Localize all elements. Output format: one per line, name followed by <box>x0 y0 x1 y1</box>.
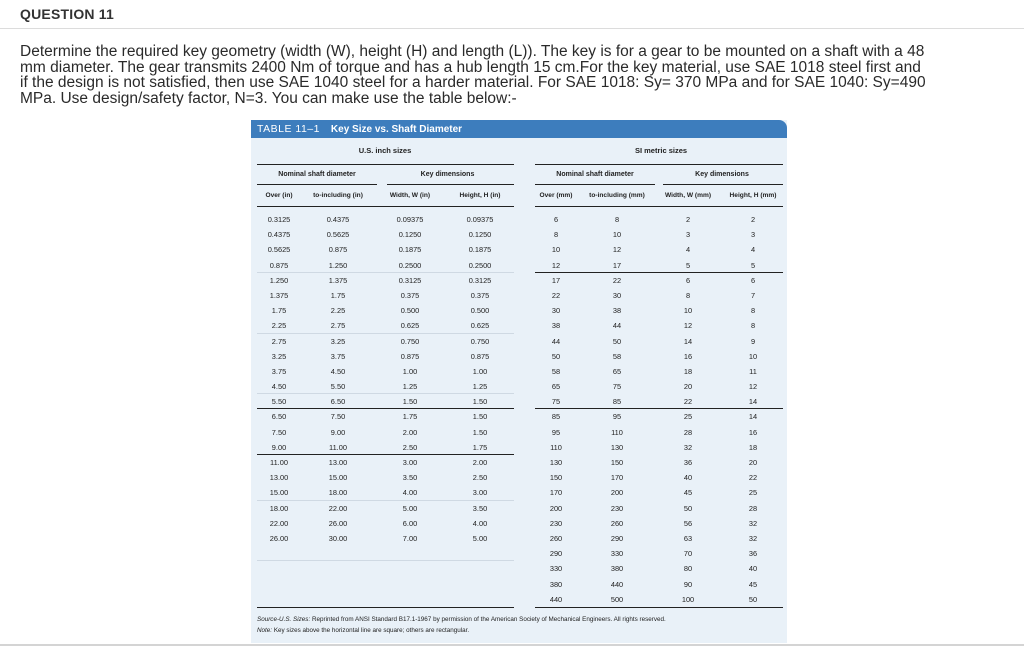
table-group-header <box>251 138 787 164</box>
table-cell: 30.00 <box>328 533 348 543</box>
table-cell: 4 <box>750 245 756 255</box>
question-line: Determine the required key geometry (width (W), height (H) and length (L)). The key is for a gear to be mounted on a shaft with a 48 <box>20 43 925 60</box>
table-cell: 44 <box>551 336 561 346</box>
table-cell: 440 <box>610 579 624 589</box>
table-cell: 2.75 <box>271 336 287 346</box>
table-cell: 0.3125 <box>398 275 422 285</box>
table-cell: 0.500 <box>400 306 420 316</box>
column-header: Width, W (in) <box>389 192 431 199</box>
table-cell: 7.50 <box>271 427 287 437</box>
table-cell: 500 <box>610 594 624 604</box>
table-cell: 1.375 <box>328 275 348 285</box>
table-cell: 85 <box>551 412 561 422</box>
table-cell: 30 <box>612 290 622 300</box>
table-cell: 50 <box>683 503 693 513</box>
table-cell: 50 <box>748 594 758 604</box>
table-row <box>251 212 787 227</box>
table-cell: 12 <box>612 245 622 255</box>
table-cell: 380 <box>549 579 563 589</box>
table-cell: 0.875 <box>328 245 348 255</box>
table-cell: 290 <box>549 549 563 559</box>
table-cell: 22 <box>612 275 622 285</box>
table-cell: 9.00 <box>330 427 346 437</box>
table-cell: 5.50 <box>330 382 346 392</box>
row-divider <box>257 607 514 608</box>
table-cell: 3 <box>685 230 691 240</box>
table-cell: 0.5625 <box>326 230 350 240</box>
table-row <box>251 334 787 349</box>
table-row <box>251 485 787 500</box>
table-cell: 3.75 <box>271 366 287 376</box>
table-cell: 40 <box>683 473 693 483</box>
table-cell: 1.75 <box>330 290 346 300</box>
table-cell: 50 <box>612 336 622 346</box>
table-cell: 2.50 <box>402 442 418 452</box>
table-cell: 12 <box>748 382 758 392</box>
table-cell: 18.00 <box>269 503 289 513</box>
table-cell: 18 <box>748 442 758 452</box>
table-cell: 4.00 <box>472 518 488 528</box>
table-cell: 0.1250 <box>398 230 422 240</box>
table-cell: 1.50 <box>402 397 418 407</box>
table-cell: 65 <box>551 382 561 392</box>
table-cell: 0.1875 <box>468 245 492 255</box>
table-body <box>251 212 787 607</box>
table-cell: 10 <box>612 230 622 240</box>
table-cell: 100 <box>681 594 695 604</box>
table-cell: 0.750 <box>400 336 420 346</box>
table-row <box>251 531 787 546</box>
table-cell: 1.00 <box>402 366 418 376</box>
rule <box>663 184 783 185</box>
table-source-note <box>257 616 666 623</box>
table-row <box>251 394 787 409</box>
table-cell: 1.75 <box>472 442 488 452</box>
table-cell: 3.25 <box>330 336 346 346</box>
table-cell: 330 <box>610 549 624 559</box>
table-row <box>251 303 787 318</box>
table-cell: 6 <box>553 215 559 224</box>
table-row <box>251 592 787 607</box>
table-cell: 13.00 <box>328 458 348 467</box>
table-cell: 1.75 <box>271 306 287 316</box>
table-cell: 2.25 <box>330 306 346 316</box>
table-cell: 0.3125 <box>468 275 492 285</box>
table-cell: 0.375 <box>400 290 420 300</box>
table-cell: 25 <box>683 412 693 422</box>
table-cell: 3.75 <box>330 351 346 361</box>
table-cell: 25 <box>748 488 758 498</box>
table-cell: 15.00 <box>269 488 289 498</box>
table-cell: 11 <box>749 366 757 376</box>
table-cell: 13.00 <box>269 473 289 483</box>
table-cell: 440 <box>549 594 563 604</box>
table-cell: 85 <box>612 397 622 407</box>
table-row <box>251 425 787 440</box>
table-cell: 0.4375 <box>267 230 291 240</box>
table-cell: 4 <box>685 245 691 255</box>
si-shaft-header: Nominal shaft diameter <box>556 171 634 178</box>
table-cell: 10 <box>748 351 758 361</box>
table-cell: 170 <box>549 488 563 498</box>
table-cell: 5.00 <box>402 503 418 513</box>
table-cell: 12 <box>683 321 693 331</box>
table-cell: 32 <box>683 442 693 452</box>
table-cell: 17 <box>551 275 561 285</box>
table-cell: 5.00 <box>472 533 488 543</box>
table-cell: 3 <box>750 230 756 240</box>
table-cell: 2 <box>685 215 691 224</box>
table-cell: 75 <box>612 382 622 392</box>
table-cell: 10 <box>683 306 693 316</box>
table-cell: 1.50 <box>472 427 488 437</box>
table-cell: 20 <box>683 382 693 392</box>
table-cell: 63 <box>683 533 693 543</box>
table-row <box>251 258 787 273</box>
table-footnote <box>257 627 469 634</box>
rule <box>535 184 655 185</box>
table-cell: 9.00 <box>271 442 287 452</box>
table-cell: 32 <box>748 533 758 543</box>
table-row <box>251 227 787 242</box>
table-cell: 14 <box>748 412 758 422</box>
table-cell: 0.625 <box>470 321 490 331</box>
table-row <box>251 409 787 424</box>
table-cell: 17 <box>612 260 622 270</box>
table-cell: 0.5625 <box>267 245 291 255</box>
table-cell: 110 <box>550 442 562 452</box>
table-cell: 12 <box>551 260 561 270</box>
table-cell: 22 <box>683 397 693 407</box>
question-heading: QUESTION 11 <box>20 6 115 22</box>
table-cell: 3.00 <box>472 488 488 498</box>
column-header: Width, W (mm) <box>664 192 712 199</box>
table-number: TABLE 11–1 <box>257 123 320 135</box>
column-header: to-including (in) <box>313 192 363 199</box>
us-shaft-header: Nominal shaft diameter <box>278 171 356 178</box>
table-cell: 70 <box>683 549 693 559</box>
table-cell: 38 <box>612 306 622 316</box>
row-divider <box>535 607 783 608</box>
table-cell: 15.00 <box>328 473 348 483</box>
table-row <box>251 349 787 364</box>
table-cell: 58 <box>551 366 561 376</box>
table-name: Key Size vs. Shaft Diameter <box>330 124 463 135</box>
table-cell: 1.375 <box>269 290 289 300</box>
table-cell: 1.50 <box>472 397 488 407</box>
table-row <box>251 546 787 561</box>
table-cell: 18 <box>683 366 693 376</box>
table-cell: 0.1875 <box>398 245 422 255</box>
us-group-label: U.S. inch sizes <box>358 146 412 155</box>
table-cell: 38 <box>551 321 561 331</box>
table-cell: 6 <box>750 275 756 285</box>
table-row <box>251 273 787 288</box>
table-cell: 6.50 <box>330 397 346 407</box>
table-cell: 0.09375 <box>466 215 494 224</box>
table-cell: 8 <box>685 290 691 300</box>
table-cell: 45 <box>683 488 693 498</box>
table-cell: 9 <box>750 336 756 346</box>
table-cell: 32 <box>748 518 758 528</box>
table-cell: 2.00 <box>472 458 488 467</box>
table-cell: 2 <box>750 215 756 224</box>
table-cell: 80 <box>683 564 693 574</box>
table-cell: 3.50 <box>472 503 488 513</box>
table-cell: 4.50 <box>330 366 346 376</box>
table-cell: 26.00 <box>269 533 289 543</box>
table-row <box>251 318 787 333</box>
column-header: Over (in) <box>265 192 293 199</box>
table-cell: 1.50 <box>472 412 488 422</box>
table-cell: 0.875 <box>400 351 420 361</box>
table-row <box>251 288 787 303</box>
table-cell: 6 <box>685 275 691 285</box>
table-row <box>251 577 787 592</box>
table-cell: 50 <box>551 351 561 361</box>
table-cell: 0.2500 <box>398 260 422 270</box>
table-cell: 36 <box>683 458 693 467</box>
table-cell: 44 <box>612 321 622 331</box>
table-cell: 26.00 <box>328 518 348 528</box>
table-cell: 58 <box>612 351 622 361</box>
us-key-header: Key dimensions <box>420 171 475 178</box>
table-cell: 330 <box>549 564 563 574</box>
table-cell: 18.00 <box>328 488 348 498</box>
column-header: Height, H (mm) <box>729 192 777 199</box>
table-cell: 1.25 <box>402 382 418 392</box>
table-cell: 0.3125 <box>267 215 291 224</box>
table-cell: 30 <box>551 306 561 316</box>
table-cell: 22.00 <box>269 518 289 528</box>
table-cell: 56 <box>683 518 693 528</box>
table-cell: 5 <box>685 260 691 270</box>
rule <box>257 206 514 207</box>
table-row <box>251 440 787 455</box>
table-cell: 200 <box>549 503 563 513</box>
note-text: Key sizes above the horizontal line are square; others are rectangular. <box>273 627 470 634</box>
table-row <box>251 561 787 576</box>
column-header: Height, H (in) <box>459 192 501 199</box>
table-cell: 14 <box>683 336 693 346</box>
table-cell: 4.50 <box>271 382 287 392</box>
question-line: MPa. Use design/safety factor, N=3. You can make use the table below:- <box>20 89 517 107</box>
table-row <box>251 364 787 379</box>
table-cell: 28 <box>748 503 758 513</box>
table-cell: 0.625 <box>400 321 420 331</box>
table-cell: 7.50 <box>330 412 346 422</box>
table-cell: 2.75 <box>330 321 346 331</box>
table-cell: 150 <box>610 458 624 467</box>
table-cell: 20 <box>748 458 758 467</box>
table-cell: 150 <box>549 473 563 483</box>
column-header: to-including (mm) <box>589 192 645 199</box>
table-cell: 7 <box>750 290 756 300</box>
table-cell: 0.875 <box>269 260 289 270</box>
note-label: Note: <box>257 627 273 634</box>
table-cell: 8 <box>750 321 756 331</box>
source-text: Reprinted from ANSI Standard B17.1-1967 by permission of the American Society of Mechanical Engineers. All rights reserved. <box>311 616 666 623</box>
table-cell: 2.25 <box>271 321 287 331</box>
table-cell: 130 <box>549 458 563 467</box>
table-cell: 170 <box>610 473 624 483</box>
table-cell: 22 <box>748 473 758 483</box>
question-line: if the design is not satisfied, then use SAE 1040 steel for a harder material. For SAE 1018: Sy= 370 MPa and for SAE 1040: Sy=490 <box>20 74 926 91</box>
table-cell: 3.00 <box>402 458 418 467</box>
table-row <box>251 455 787 470</box>
table-cell: 4.00 <box>402 488 418 498</box>
table-cell: 0.750 <box>470 336 490 346</box>
table-row <box>251 501 787 516</box>
table-cell: 2.00 <box>402 427 418 437</box>
si-key-header: Key dimensions <box>695 171 749 178</box>
question-line: mm diameter. The gear transmits 2400 Nm of torque and has a hub length 15 cm.For the key material, use SAE 1018 steel first and <box>20 58 921 76</box>
key-size-table <box>251 120 787 643</box>
table-row <box>251 470 787 485</box>
table-cell: 230 <box>549 518 563 528</box>
table-column-headers <box>251 190 787 204</box>
rule <box>535 206 783 207</box>
table-cell: 380 <box>610 564 624 574</box>
heading-divider <box>0 28 1024 29</box>
table-cell: 1.250 <box>328 260 348 270</box>
si-group-label: SI metric sizes <box>634 146 688 155</box>
table-cell: 1.25 <box>472 382 488 392</box>
rule <box>535 164 783 165</box>
table-cell: 36 <box>748 549 758 559</box>
question-text <box>20 44 1015 106</box>
table-cell: 3.50 <box>402 473 418 483</box>
table-cell: 8 <box>750 306 756 316</box>
table-cell: 14 <box>748 397 758 407</box>
table-cell: 65 <box>612 366 622 376</box>
table-cell: 22 <box>551 290 561 300</box>
table-cell: 0.500 <box>470 306 490 316</box>
table-cell: 0.875 <box>470 351 490 361</box>
bottom-divider <box>0 644 1024 646</box>
table-cell: 230 <box>610 503 624 513</box>
table-cell: 3.25 <box>271 351 287 361</box>
table-cell: 22.00 <box>328 503 348 513</box>
table-cell: 75 <box>551 397 561 407</box>
table-cell: 290 <box>610 533 624 543</box>
table-cell: 40 <box>748 564 758 574</box>
table-cell: 110 <box>611 427 623 437</box>
table-cell: 1.250 <box>269 275 289 285</box>
rule <box>257 184 377 185</box>
table-cell: 8 <box>614 215 620 224</box>
table-row <box>251 516 787 531</box>
table-row <box>251 242 787 257</box>
table-cell: 6.00 <box>402 518 418 528</box>
table-cell: 45 <box>748 579 758 589</box>
table-cell: 260 <box>549 533 563 543</box>
table-subgroup-header <box>251 167 787 185</box>
table-cell: 8 <box>553 230 559 240</box>
table-cell: 16 <box>683 351 693 361</box>
table-title-bar <box>251 120 787 138</box>
table-cell: 7.00 <box>402 533 418 543</box>
table-cell: 2.50 <box>472 473 488 483</box>
table-cell: 0.09375 <box>396 215 424 224</box>
table-cell: 5 <box>750 260 756 270</box>
table-cell: 6.50 <box>271 412 287 422</box>
table-row <box>251 379 787 394</box>
table-cell: 260 <box>610 518 624 528</box>
table-cell: 90 <box>683 579 693 589</box>
table-cell: 1.75 <box>402 412 418 422</box>
table-cell: 0.4375 <box>326 215 350 224</box>
table-cell: 0.1250 <box>468 230 492 240</box>
rule <box>257 164 514 165</box>
table-cell: 11.00 <box>270 458 288 467</box>
rule <box>387 184 514 185</box>
source-label: Source-U.S. Sizes: <box>257 616 311 623</box>
table-cell: 5.50 <box>271 397 287 407</box>
table-cell: 95 <box>551 427 561 437</box>
table-cell: 0.375 <box>470 290 490 300</box>
table-cell: 10 <box>551 245 561 255</box>
table-cell: 28 <box>683 427 693 437</box>
table-cell: 95 <box>612 412 622 422</box>
column-header: Over (mm) <box>539 192 573 199</box>
table-cell: 130 <box>610 442 624 452</box>
table-cell: 1.00 <box>472 366 488 376</box>
table-cell: 16 <box>748 427 758 437</box>
table-cell: 0.2500 <box>468 260 492 270</box>
table-cell: 11.00 <box>329 442 347 452</box>
table-cell: 200 <box>610 488 624 498</box>
